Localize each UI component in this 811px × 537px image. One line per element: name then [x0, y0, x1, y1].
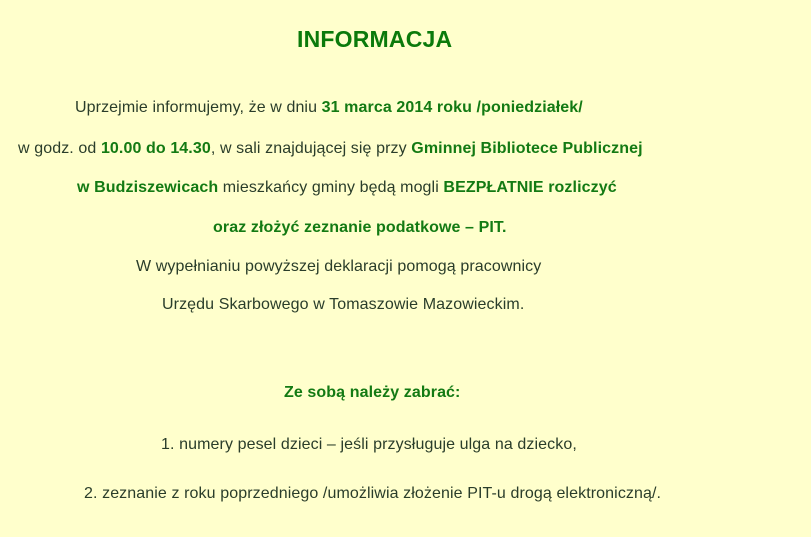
- info-line-2: [18, 139, 643, 159]
- info-line-2-text-a: w godz. od: [18, 140, 101, 157]
- info-line-4: oraz złożyć zeznanie podatkowe – PIT.: [213, 219, 507, 236]
- info-line-1-date: 31 marca 2014 roku /poniedziałek/: [321, 99, 583, 116]
- list-item: 1. numery pesel dzieci – jeśli przysługuje ulga na dziecko,: [161, 436, 577, 453]
- info-line-6: Urzędu Skarbowego w Tomaszowie Mazowieckim.: [162, 296, 525, 313]
- info-line-1: [75, 98, 583, 118]
- info-line-2-library: Gminnej Bibliotece Publicznej: [411, 140, 643, 157]
- document-title: INFORMACJA: [297, 26, 453, 52]
- list-item: 2. zeznanie z roku poprzedniego /umożliwia złożenie PIT-u drogą elektroniczną/.: [84, 485, 662, 502]
- info-line-3-place: w Budziszewicach: [77, 179, 219, 196]
- info-line-1-text: Uprzejmie informujemy, że w dniu: [75, 99, 322, 116]
- info-line-3-text: mieszkańcy gminy będą mogli: [218, 179, 444, 196]
- info-line-3: [77, 178, 617, 198]
- info-line-2-hours: 10.00 do 14.30: [100, 140, 211, 157]
- info-line-2-text-b: , w sali znajdującej się przy: [210, 140, 412, 157]
- bring-heading: Ze sobą należy zabrać:: [284, 384, 461, 401]
- info-line-5: W wypełnianiu powyższej deklaracji pomogą pracownicy: [136, 258, 542, 275]
- info-line-3-free: BEZPŁATNIE rozliczyć: [443, 179, 617, 196]
